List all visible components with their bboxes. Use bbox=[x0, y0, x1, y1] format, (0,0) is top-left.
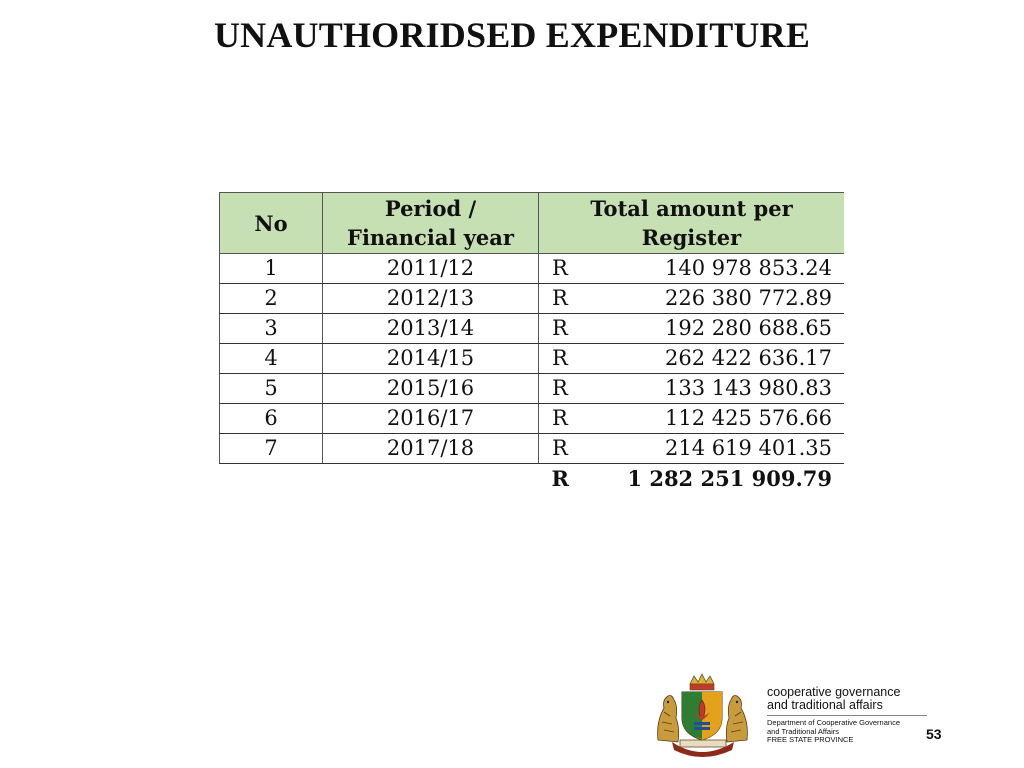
row-period: 2013/14 bbox=[323, 314, 539, 344]
row-no: 5 bbox=[220, 374, 323, 404]
row-amount: 192 280 688.65 bbox=[602, 314, 844, 344]
dept-divider bbox=[767, 715, 927, 716]
page-title: UNAUTHORIDSED EXPENDITURE bbox=[213, 15, 811, 55]
dept-name-line1: cooperative governance bbox=[767, 685, 901, 699]
row-currency: R bbox=[539, 374, 603, 404]
table-row bbox=[220, 374, 845, 404]
dept-name-line2: and traditional affairs bbox=[767, 698, 883, 712]
table-row bbox=[220, 314, 845, 344]
page-number: 53 bbox=[926, 726, 942, 742]
table-row bbox=[220, 254, 845, 284]
total-amount: 1 282 251 909.79 bbox=[627, 466, 832, 491]
total-blank bbox=[220, 464, 323, 494]
header-period-line2: Financial year bbox=[347, 225, 514, 250]
dept-name-line3: Department of Cooperative Governance bbox=[767, 718, 900, 727]
total-blank bbox=[323, 464, 539, 494]
row-amount: 140 978 853.24 bbox=[602, 254, 844, 284]
table-row bbox=[220, 434, 845, 464]
table-row bbox=[220, 404, 845, 434]
row-period: 2012/13 bbox=[323, 284, 539, 314]
header-total-line1: Total amount per bbox=[590, 196, 793, 221]
row-currency: R bbox=[539, 344, 603, 374]
row-no: 3 bbox=[220, 314, 323, 344]
table-row bbox=[220, 344, 845, 374]
row-period: 2015/16 bbox=[323, 374, 539, 404]
row-period: 2014/15 bbox=[323, 344, 539, 374]
row-no: 1 bbox=[220, 254, 323, 284]
row-amount: 112 425 576.66 bbox=[602, 404, 844, 434]
expenditure-table bbox=[219, 192, 844, 493]
table-row bbox=[220, 284, 845, 314]
header-period bbox=[323, 193, 539, 254]
header-total-line2: Register bbox=[641, 225, 742, 250]
row-period: 2017/18 bbox=[323, 434, 539, 464]
row-no: 6 bbox=[220, 404, 323, 434]
row-currency: R bbox=[539, 254, 603, 284]
table-header-row bbox=[220, 193, 845, 254]
row-period: 2016/17 bbox=[323, 404, 539, 434]
row-no: 7 bbox=[220, 434, 323, 464]
header-period-line1: Period / bbox=[384, 196, 477, 221]
row-period: 2011/12 bbox=[323, 254, 539, 284]
row-amount: 133 143 980.83 bbox=[602, 374, 844, 404]
total-row bbox=[220, 464, 845, 494]
dept-name-line5: FREE STATE PROVINCE bbox=[767, 735, 854, 744]
row-currency: R bbox=[539, 434, 603, 464]
row-amount: 214 619 401.35 bbox=[602, 434, 844, 464]
row-currency: R bbox=[539, 404, 603, 434]
footer-logo-block bbox=[650, 672, 950, 758]
row-currency: R bbox=[539, 314, 603, 344]
row-no: 4 bbox=[220, 344, 323, 374]
row-no: 2 bbox=[220, 284, 323, 314]
total-currency: R bbox=[551, 466, 569, 491]
row-amount: 226 380 772.89 bbox=[602, 284, 844, 314]
header-no: No bbox=[220, 193, 323, 254]
row-currency: R bbox=[539, 284, 603, 314]
dept-name-line4: and Traditional Affairs bbox=[767, 726, 839, 736]
header-total bbox=[539, 193, 845, 254]
row-amount: 262 422 636.17 bbox=[602, 344, 844, 374]
department-name-block bbox=[767, 686, 927, 745]
free-state-coat-of-arms-icon bbox=[650, 672, 755, 758]
